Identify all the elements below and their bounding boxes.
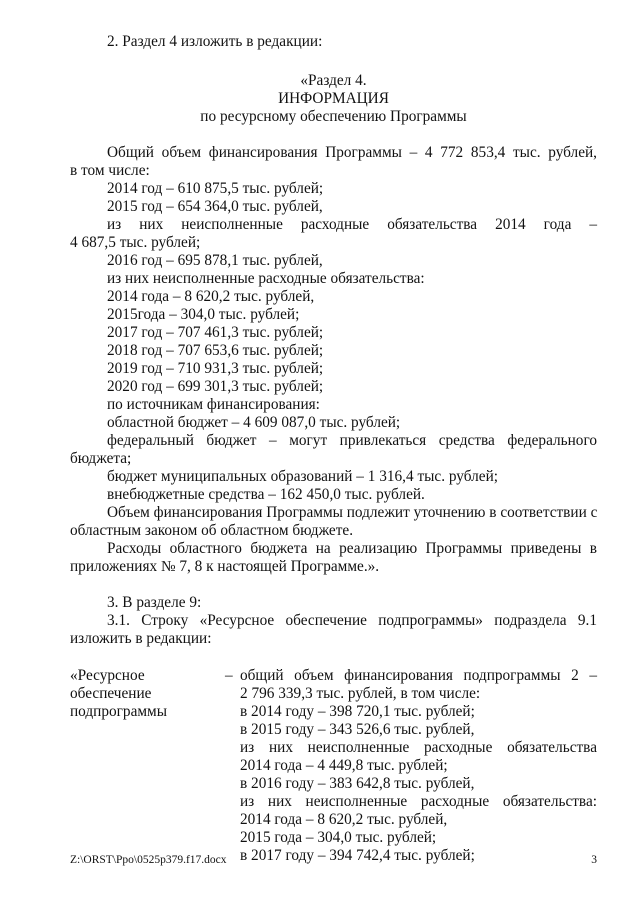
row-label-line2: обеспечение: [70, 685, 152, 702]
footer-file-path: Z:\ORST\Ppo\0525p379.f17.docx: [70, 854, 227, 866]
section-subtitle: по ресурсному обеспечению Программы: [200, 108, 467, 125]
year-2020: 2020 год – 699 301,3 тыс. рублей;: [107, 378, 324, 395]
paragraph-total-line2: в том числе:: [70, 162, 150, 179]
row-dash: –: [225, 667, 233, 684]
unfulfilled-2014-line1: из них неисполненные расходные обязательства 2014 года –: [107, 216, 597, 233]
volume-line1: Объем финансирования Программы подлежит уточнению в соответствии с: [107, 504, 598, 521]
resource-line-10: 2015 года – 304,0 тыс. рублей;: [240, 829, 437, 846]
municipal-budget: бюджет муниципальных образований – 1 316,4 тыс. рублей;: [107, 468, 499, 485]
paragraph-total-line1: Общий объем финансирования Программы – 4 772 853,4 тыс. рублей,: [107, 144, 597, 161]
row-label-line3: подпрограммы: [70, 703, 168, 720]
section-3: 3. В разделе 9:: [107, 594, 202, 611]
resource-line-1: общий объем финансирования подпрограммы 2 –: [240, 667, 597, 684]
resource-line-3: в 2014 году – 398 720,1 тыс. рублей;: [240, 703, 475, 720]
year-2016: 2016 год – 695 878,1 тыс. рублей,: [107, 252, 323, 269]
row-label-line1: «Ресурсное: [70, 667, 145, 684]
year-2018: 2018 год – 707 653,6 тыс. рублей;: [107, 342, 324, 359]
resource-line-5: из них неисполненные расходные обязательства: [240, 739, 597, 756]
unfulfilled-2014-line2: 4 687,5 тыс. рублей;: [70, 234, 201, 251]
section-title: ИНФОРМАЦИЯ: [278, 90, 389, 107]
resource-line-6: 2014 года – 4 449,8 тыс. рублей;: [240, 757, 448, 774]
year-2015: 2015 год – 654 364,0 тыс. рублей,: [107, 198, 323, 215]
costs-line2: приложениях № 7, 8 к настоящей Программе.».: [70, 558, 380, 575]
intro-line: 2. Раздел 4 изложить в редакции:: [107, 33, 323, 50]
resource-line-9: 2014 года – 8 620,2 тыс. рублей,: [240, 811, 448, 828]
year-2014: 2014 год – 610 875,5 тыс. рублей;: [107, 180, 324, 197]
resource-line-8: из них неисполненные расходные обязательства:: [240, 793, 597, 810]
volume-line2: областным законом об областном бюджете.: [70, 522, 354, 539]
resource-line-4: в 2015 году – 343 526,6 тыс. рублей,: [240, 721, 475, 738]
federal-budget-line1: федеральный бюджет – могут привлекаться средства федерального: [107, 432, 597, 449]
regional-budget: областной бюджет – 4 609 087,0 тыс. рублей;: [107, 414, 401, 431]
section-3-1-line1: 3.1. Строку «Ресурсное обеспечение подпрограммы» подраздела 9.1: [107, 612, 597, 629]
resource-line-11: в 2017 году – 394 742,4 тыс. рублей;: [240, 847, 475, 864]
resource-line-7: в 2016 году – 383 642,8 тыс. рублей,: [240, 775, 475, 792]
extrabudget-funds: внебюджетные средства – 162 450,0 тыс. рублей.: [107, 486, 425, 503]
federal-budget-line2: бюджета;: [70, 450, 132, 467]
year-2019: 2019 год – 710 931,3 тыс. рублей;: [107, 360, 324, 377]
section-3-1-line2: изложить в редакции:: [70, 630, 212, 647]
unfulfilled-2015: 2015года – 304,0 тыс. рублей;: [107, 306, 300, 323]
year-2017: 2017 год – 707 461,3 тыс. рублей;: [107, 324, 324, 341]
resource-line-2: 2 796 339,3 тыс. рублей, в том числе:: [240, 685, 481, 702]
costs-line1: Расходы областного бюджета на реализацию Программы приведены в: [107, 540, 597, 557]
unfulfilled-2014: 2014 года – 8 620,2 тыс. рублей,: [107, 288, 315, 305]
unfulfilled-header: из них неисполненные расходные обязательства:: [107, 270, 425, 287]
by-sources: по источникам финансирования:: [107, 396, 320, 413]
section-heading: «Раздел 4.: [300, 72, 367, 89]
footer-page-number: 3: [591, 854, 597, 866]
